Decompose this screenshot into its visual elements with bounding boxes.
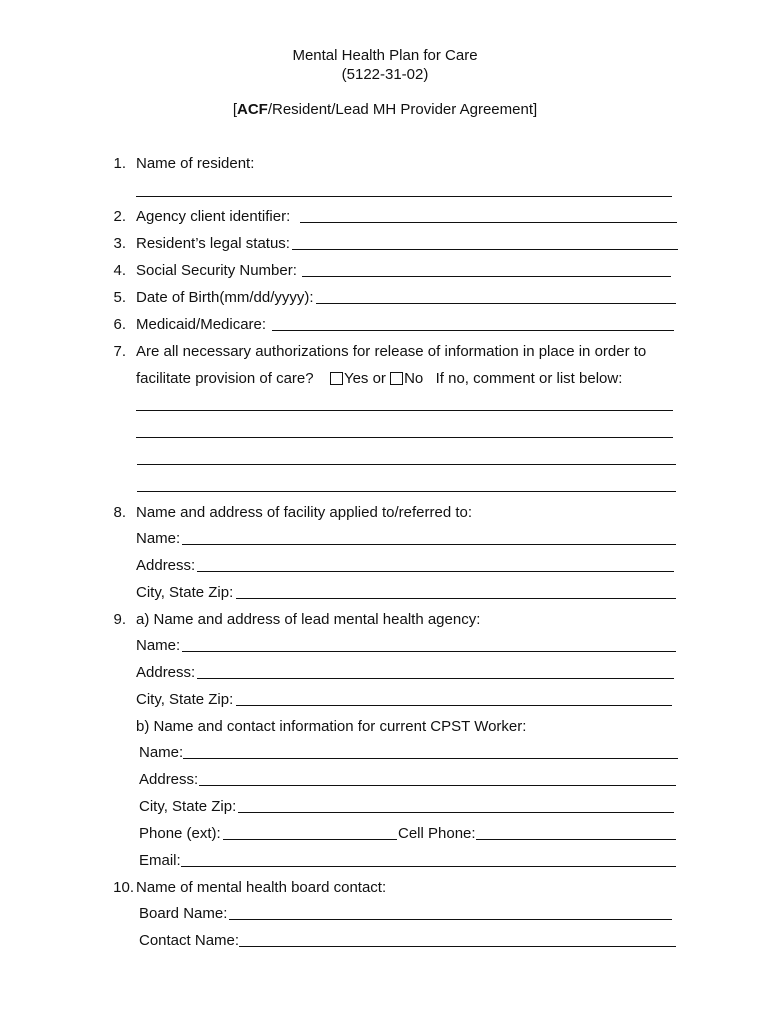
q8-name-label: Name:	[136, 530, 181, 547]
q7-line2-end: If no, comment or list below:	[435, 370, 623, 387]
q9-number: 9.	[113, 611, 126, 628]
cpst-cell-field[interactable]	[476, 839, 676, 840]
q8-label: Name and address of facility applied to/referred to:	[136, 504, 473, 521]
form-code: (5122-31-02)	[341, 66, 429, 83]
medicaid-medicare-field[interactable]	[272, 330, 674, 331]
q9b-city-label: City, State Zip:	[139, 798, 237, 815]
q10-number: 10.	[113, 879, 134, 896]
contact-name-field[interactable]	[239, 946, 676, 947]
yes-label: Yes or	[343, 370, 386, 387]
q6-label: Medicaid/Medicare:	[136, 316, 267, 333]
q7-number: 7.	[113, 343, 126, 360]
agency-client-id-field[interactable]	[300, 222, 677, 223]
q10-contact-label: Contact Name:	[139, 932, 240, 949]
q7-line2-start: facilitate provision of care?	[136, 370, 314, 387]
comment-line-1[interactable]	[136, 410, 673, 411]
q2-label: Agency client identifier:	[136, 208, 291, 225]
lead-agency-address-field[interactable]	[197, 678, 674, 679]
yes-checkbox[interactable]	[330, 372, 343, 385]
q9b-address-label: Address:	[139, 771, 199, 788]
no-checkbox[interactable]	[390, 372, 403, 385]
cpst-phone-field[interactable]	[223, 839, 397, 840]
ssn-field[interactable]	[302, 276, 671, 277]
agreement-open-bracket: [	[232, 101, 238, 118]
q10-label: Name of mental health board contact:	[136, 879, 387, 896]
q9b-name-label: Name:	[139, 744, 184, 761]
comment-line-4[interactable]	[137, 491, 676, 492]
board-name-field[interactable]	[229, 919, 672, 920]
cpst-city-field[interactable]	[238, 812, 674, 813]
q9b-label: b) Name and contact information for current CPST Worker:	[136, 718, 527, 735]
q6-number: 6.	[113, 316, 126, 333]
form-title: Mental Health Plan for Care	[292, 47, 478, 64]
dob-field[interactable]	[316, 303, 676, 304]
q9b-email-label: Email:	[139, 852, 181, 869]
q3-number: 3.	[113, 235, 126, 252]
q9a-label: a) Name and address of lead mental health agency:	[136, 611, 481, 628]
facility-address-field[interactable]	[197, 571, 674, 572]
q5-number: 5.	[113, 289, 126, 306]
q9b-phone-label: Phone (ext):	[139, 825, 221, 842]
comment-line-3[interactable]	[137, 464, 676, 465]
facility-name-field[interactable]	[182, 544, 676, 545]
q2-row	[136, 208, 290, 225]
legal-status-field[interactable]	[292, 249, 678, 250]
q9b-cell-label: Cell Phone:	[398, 825, 476, 842]
q4-number: 4.	[113, 262, 126, 279]
q8-number: 8.	[113, 504, 126, 521]
lead-agency-name-field[interactable]	[182, 651, 676, 652]
q9a-address-label: Address:	[136, 664, 196, 681]
q8-city-label: City, State Zip:	[136, 584, 234, 601]
no-label: No	[404, 370, 424, 387]
q10-board-label: Board Name:	[139, 905, 228, 922]
cpst-address-field[interactable]	[199, 785, 676, 786]
lead-agency-city-field[interactable]	[236, 705, 672, 706]
q5-label: Date of Birth(mm/dd/yyyy):	[136, 289, 314, 306]
q1-label: Name of resident:	[136, 155, 255, 172]
q1-number: 1.	[113, 155, 126, 172]
agreement-heading	[0, 101, 770, 118]
q2-number: 2.	[113, 208, 126, 225]
q9a-city-label: City, State Zip:	[136, 691, 234, 708]
q9a-name-label: Name:	[136, 637, 181, 654]
q8-address-label: Address:	[136, 557, 196, 574]
agreement-acf: ACF	[237, 101, 268, 118]
q4-label: Social Security Number:	[136, 262, 297, 279]
facility-city-field[interactable]	[236, 598, 676, 599]
cpst-email-field[interactable]	[181, 866, 676, 867]
q7-line1: Are all necessary authorizations for release of information in place in order to	[136, 343, 647, 360]
resident-name-field[interactable]	[136, 196, 672, 197]
cpst-name-field[interactable]	[183, 758, 678, 759]
agreement-rest: /Resident/Lead MH Provider Agreement]	[267, 101, 538, 118]
q7-line2	[136, 370, 622, 387]
comment-line-2[interactable]	[136, 437, 673, 438]
q3-label: Resident’s legal status:	[136, 235, 290, 252]
